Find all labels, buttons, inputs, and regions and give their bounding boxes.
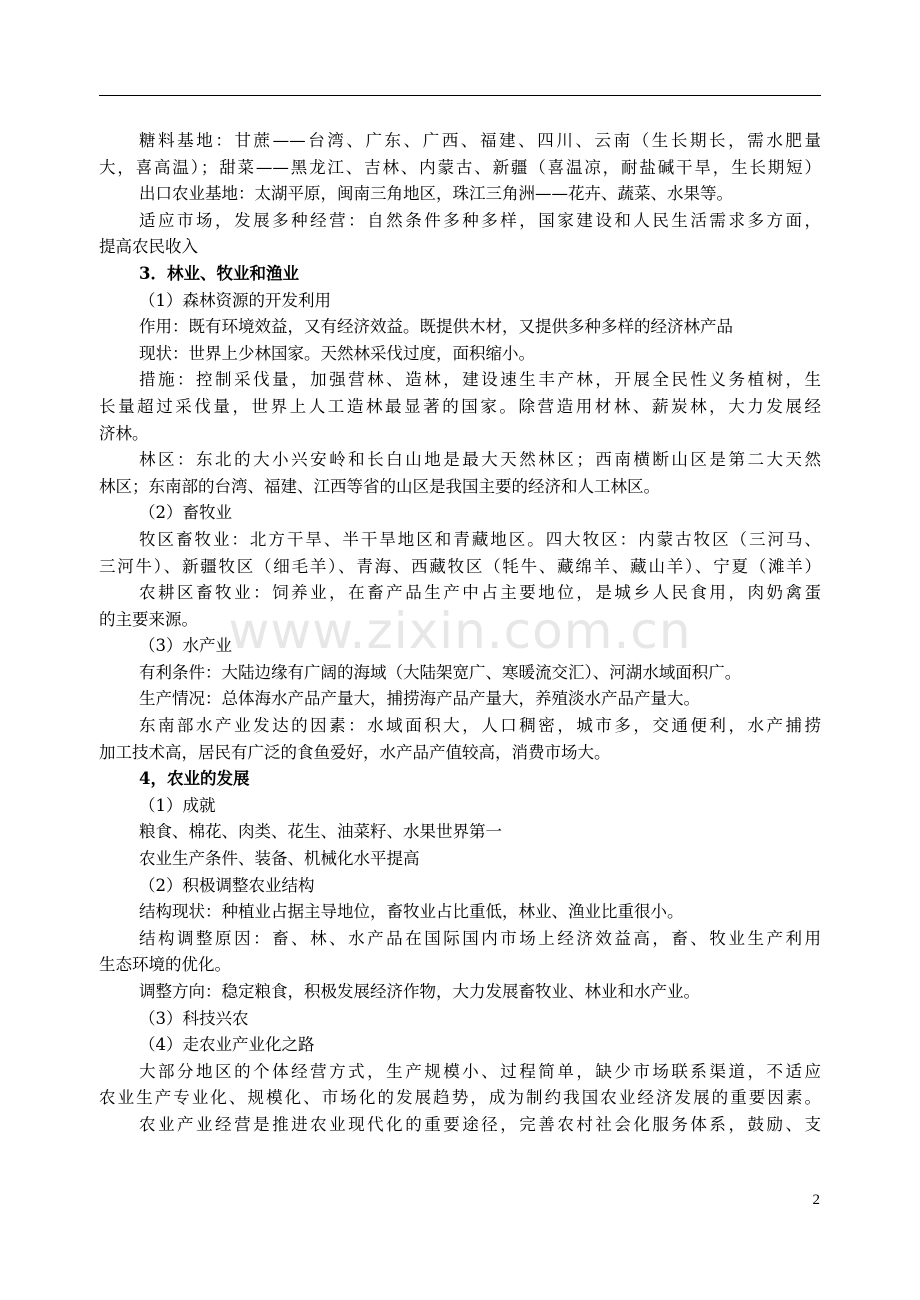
paragraph-line: 的主要来源。: [99, 609, 198, 629]
paragraph-line: 牧区畜牧业：北方干旱、半干旱地区和青藏地区。四大牧区：内蒙古牧区（三河马、: [139, 529, 821, 549]
paragraph-line: 三河牛）、新疆牧区（细毛羊）、青海、西藏牧区（牦牛、藏绵羊、藏山羊）、宁夏（滩羊）: [99, 556, 821, 576]
paragraph-line: 生产情况：总体海水产品产量大，捕捞海产品产量大，养殖淡水产品产量大。: [139, 689, 700, 709]
paragraph-line: 出口农业基地：太湖平原，闽南三角地区，珠江三角洲——花卉、蔬菜、水果等。: [139, 184, 733, 204]
paragraph-line: 生态环境的优化。: [99, 955, 231, 975]
paragraph-line: 作用：既有环境效益，又有经济效益。既提供木材，又提供多种多样的经济林产品: [139, 317, 733, 337]
subsection-heading: （2）积极调整农业结构: [139, 875, 315, 895]
paragraph-line: 提高农民收入: [99, 237, 198, 257]
paragraph-line: 林区：东北的大小兴安岭和长白山地是最大天然林区；西南横断山区是第二大天然: [139, 450, 821, 470]
watermark: www.zixin.com.cn: [228, 602, 692, 660]
section-heading: 4，农业的发展: [139, 769, 250, 789]
subsection-heading: （3）水产业: [139, 636, 232, 656]
paragraph-line: 调整方向：稳定粮食，积极发展经济作物，大力发展畜牧业、林业和水产业。: [139, 982, 700, 1001]
paragraph-line: 农业生产专业化、规模化、市场化的发展趋势，成为制约我国农业经济发展的重要因素。: [99, 1088, 821, 1108]
paragraph-line: 结构现状：种植业占据主导地位，畜牧业占比重低，林业、渔业比重很小。: [139, 902, 684, 922]
subsection-heading: （1）森林资源的开发利用: [139, 290, 331, 310]
subsection-heading: （3）科技兴农: [139, 1008, 249, 1028]
subsection-heading: （4）走农业产业化之路: [139, 1035, 315, 1055]
paragraph-line: 结构调整原因：畜、林、水产品在国际国内市场上经济效益高，畜、牧业生产利用: [139, 928, 821, 948]
paragraph-line: 措施：控制采伐量，加强营林、造林，建设速生丰产林，开展全民性义务植树，生: [139, 370, 821, 390]
subsection-heading: （1）成就: [139, 795, 216, 815]
paragraph-line: 农业生产条件、装备、机械化水平提高: [139, 849, 420, 869]
document-body: [99, 128, 821, 1139]
header-rule: [99, 95, 821, 96]
paragraph-line: 有利条件：大陆边缘有广阔的海域（大陆架宽广、寒暖流交汇）、河湖水域面积广。: [139, 662, 742, 682]
paragraph-line: 农业产业经营是推进农业现代化的重要途径，完善农村社会化服务体系，鼓励、支: [139, 1114, 821, 1134]
paragraph-line: 粮食、棉花、肉类、花生、油菜籽、水果世界第一: [139, 822, 502, 842]
paragraph-line: 适应市场，发展多种经营：自然条件多种多样，国家建设和人民生活需求多方面，: [139, 210, 821, 230]
paragraph-line: 长量超过采伐量，世界上人工造林最显著的国家。除营造用材林、薪炭林，大力发展经: [99, 396, 821, 416]
paragraph-line: 大，喜高温）；甜菜——黑龙江、吉林、内蒙古、新疆（喜温凉，耐盐碱干旱，生长期短）: [99, 157, 821, 177]
paragraph-line: 糖料基地：甘蔗——台湾、广东、广西、福建、四川、云南（生长期长，需水肥量: [139, 131, 821, 150]
paragraph-line: 农耕区畜牧业：饲养业，在畜产品生产中占主要地位，是城乡人民食用，肉奶禽蛋: [139, 583, 821, 603]
paragraph-line: 东南部水产业发达的因素：水域面积大，人口稠密，城市多，交通便利，水产捕捞: [139, 716, 821, 736]
paragraph-line: 济林。: [99, 423, 149, 443]
paragraph-line: 现状：世界上少林国家。天然林采伐过度，面积缩小。: [139, 343, 535, 363]
subsection-heading: （2）畜牧业: [139, 503, 232, 523]
paragraph-line: 林区；东南部的台湾、福建、江西等省的山区是我国主要的经济和人工林区。: [99, 476, 660, 496]
paragraph-line: 大部分地区的个体经营方式，生产规模小、过程简单，缺少市场联系渠道，不适应: [139, 1061, 821, 1081]
page-number: 2: [812, 1192, 820, 1208]
paragraph-line: 加工技术高，居民有广泛的食鱼爱好，水产品产值较高，消费市场大。: [99, 742, 611, 762]
section-heading: 3．林业、牧业和渔业: [139, 263, 299, 283]
